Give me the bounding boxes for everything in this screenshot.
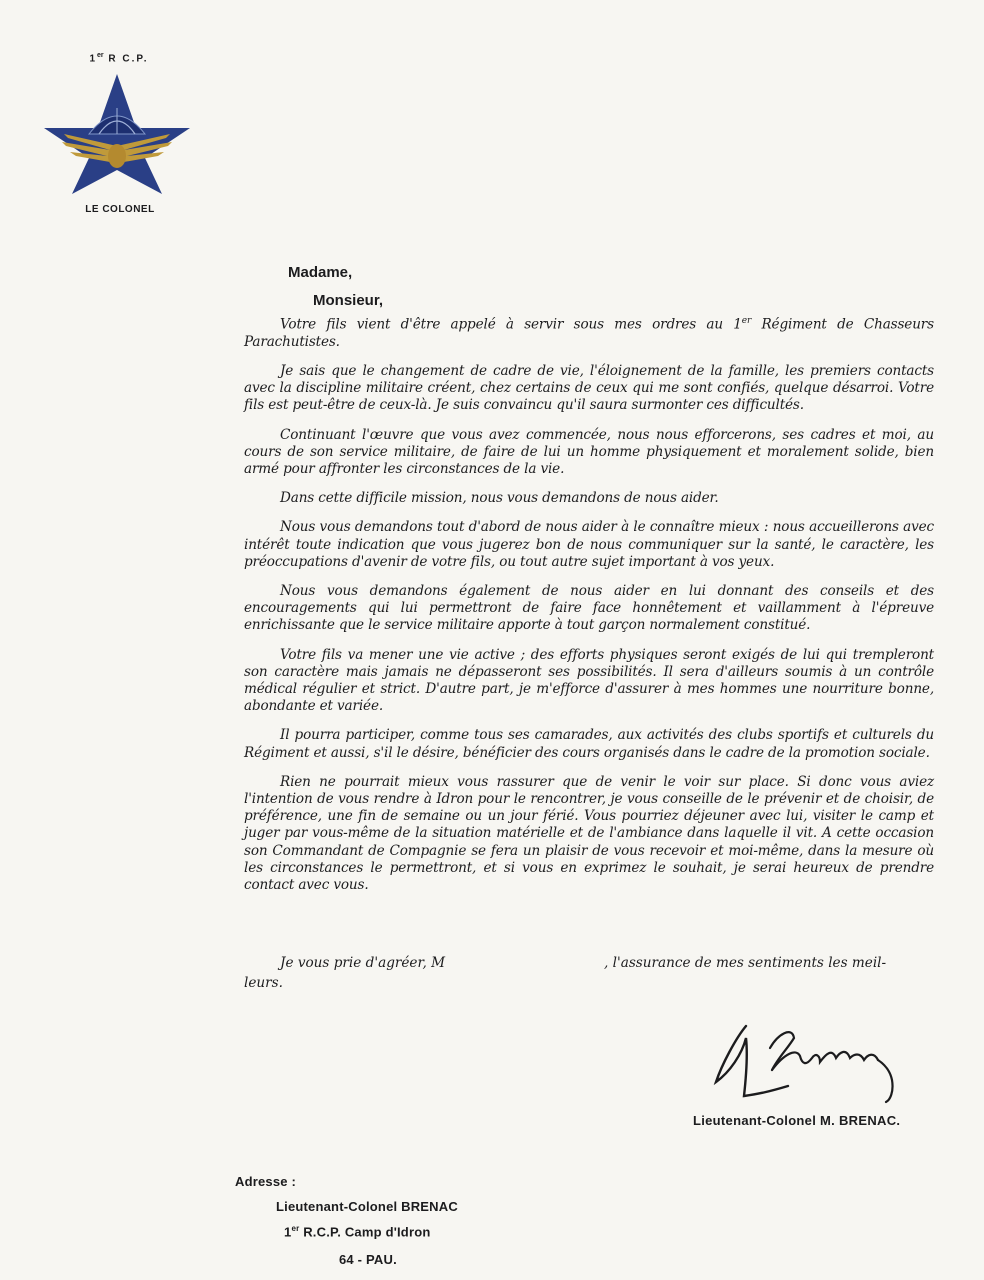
address-line-3: 64 - PAU. [339, 1252, 397, 1267]
paragraph: Nous vous demandons également de nous aider en lui donnant des conseils et des encouragements qui lui permettront de faire face honnêtement et vaillamment à l'épreuve enrichissante que le service militaire apporte à tout garçon normalement constitué. [244, 582, 934, 634]
closing-line-2: leurs. [244, 975, 283, 991]
closing-line-1-end: , l'assurance de mes sentiments les meil- [604, 955, 887, 971]
salutation-madame: Madame, [288, 264, 353, 281]
address-label: Adresse : [235, 1174, 297, 1189]
paragraph: Votre fils va mener une vie active ; des efforts physiques seront exigés de lui qui trempleront son caractère mais jamais ne dépasseront ses possibilités. Il sera d'ailleurs soumis à un contrôle médical régulier et strict. D'autre part, je m'efforce d'assurer à mes hommes une nourriture bonne, abondante et variée. [244, 646, 934, 715]
letter-body [244, 313, 934, 906]
address-line-1: Lieutenant-Colonel BRENAC [276, 1199, 458, 1214]
unit-ordinal-suffix: er [97, 52, 104, 59]
paragraph: Il pourra participer, comme tous ses camarades, aux activités des clubs sportifs et culturels du Régiment et aussi, s'il le désire, bénéficier des cours organisés dans le cadre de la promotion sociale. [244, 727, 934, 761]
unit-name: R C.P. [103, 53, 149, 65]
signatory-name: Lieutenant-Colonel M. BRENAC. [693, 1113, 901, 1128]
paragraph: Rien ne pourrait mieux vous rassurer que de venir le voir sur place. Si donc vous aviez l'intention de vous rendre à Idron pour le rencontrer, je vous conseille de le prévenir et de choisir, de préférence, une fin de semaine ou un jour férié. Vous pourriez déjeuner avec lui, visiter le camp et juger par vous-même de la situation matérielle et de l'ambiance dans laquelle il vit. A cette occasion son Commandant de Compagnie se fera un plaisir de vous recevoir et moi-même, dans la mesure où les circonstances le permettront, et si vous en exprimez le souhait, je serai heureux de prendre contact avec vous. [244, 773, 934, 894]
unit-ordinal: 1 [89, 53, 97, 65]
letterhead-title: LE COLONEL [85, 204, 155, 215]
paragraph: Je sais que le changement de cadre de vie, l'éloignement de la famille, les premiers contacts avec la discipline militaire créent, chez certains de ceux qui me sont confiés, quelque désarroi. Votre fils est peut-être de ceux-là. Je suis convaincu qu'il saura surmonter ces difficultés. [244, 362, 934, 414]
address-line-2: 1er R.C.P. Camp d'Idron [284, 1224, 431, 1240]
regiment-star-emblem-icon [44, 72, 190, 196]
closing-line-1: Je vous prie d'agréer, M [280, 955, 446, 971]
handwritten-signature [708, 1008, 908, 1104]
paragraph: Continuant l'œuvre que vous avez commencée, nous nous efforcerons, ses cadres et moi, au cours de son service militaire, de faire de lui un homme physiquement et moralement solide, bien armé pour affronter les circonstances de la vie. [244, 426, 934, 477]
paragraph: Dans cette difficile mission, nous vous demandons de nous aider. [280, 490, 719, 507]
paragraph: Nous vous demandons tout d'abord de nous aider à le connaître mieux : nous accueillerons avec intérêt toute indication que vous jugerez bon de nous communiquer sur la santé, le caractère, les préoccupations d'avenir de votre fils, ou tout autre sujet important à vos yeux. [244, 519, 934, 570]
closing-formula [244, 953, 934, 993]
salutation-monsieur: Monsieur, [313, 292, 384, 309]
paragraph: Votre fils vient d'être appelé à servir sous mes ordres au 1er Régiment de Chasseurs Parachutistes. [244, 316, 934, 350]
unit-mark [84, 52, 154, 64]
